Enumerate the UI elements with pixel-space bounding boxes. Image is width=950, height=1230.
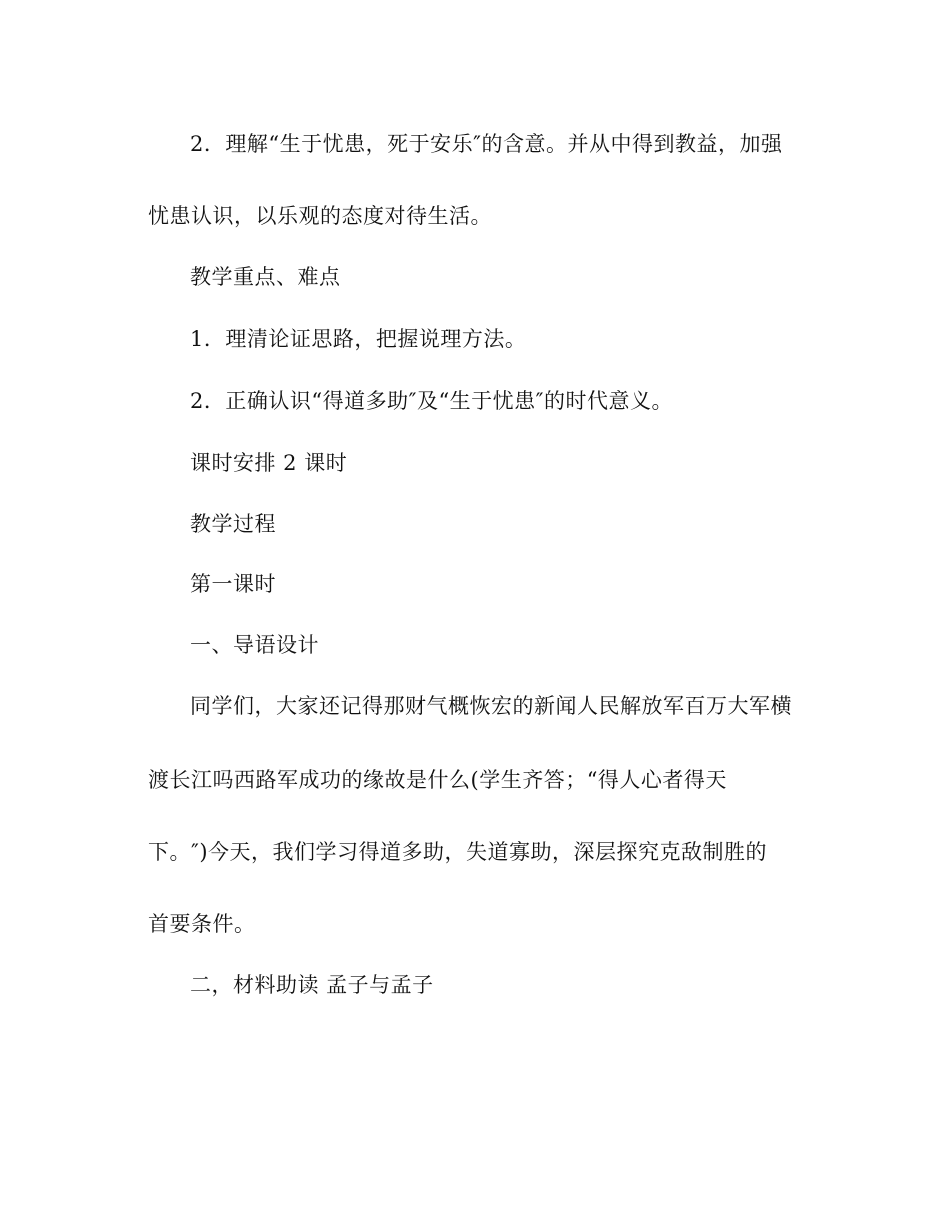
section-1-heading: 一、导语设计 [190, 633, 319, 657]
objective-2-line-1: 2．理解“生于忧患，死于安乐″的含意。并从中得到教益，加强 [190, 132, 783, 156]
key-point-2: 2．正确认识“得道多助″及“生于忧患″的时代意义。 [190, 389, 674, 413]
teaching-process-heading: 教学过程 [190, 512, 276, 536]
key-point-1: 1．理清论证思路，把握说理方法。 [190, 327, 527, 351]
class-hours-line: 课时安排 2 课时 [190, 451, 348, 475]
intro-paragraph-line-3: 下。″)今天，我们学习得道多助，失道寡助，深层探究克敌制胜的 [148, 840, 768, 864]
intro-paragraph-line-4: 首要条件。 [148, 912, 256, 936]
key-points-heading: 教学重点、难点 [190, 265, 341, 289]
objective-2-line-2: 忧患认识，以乐观的态度对待生活。 [148, 204, 492, 228]
section-2-heading: 二，材料助读 孟子与孟子 [190, 973, 434, 997]
intro-paragraph-line-1: 同学们，大家还记得那财气概恢宏的新闻人民解放军百万大军横 [190, 694, 792, 718]
first-lesson-heading: 第一课时 [190, 572, 276, 596]
intro-paragraph-line-2: 渡长江吗西路军成功的缘故是什么(学生齐答；“得人心者得天 [148, 768, 727, 792]
